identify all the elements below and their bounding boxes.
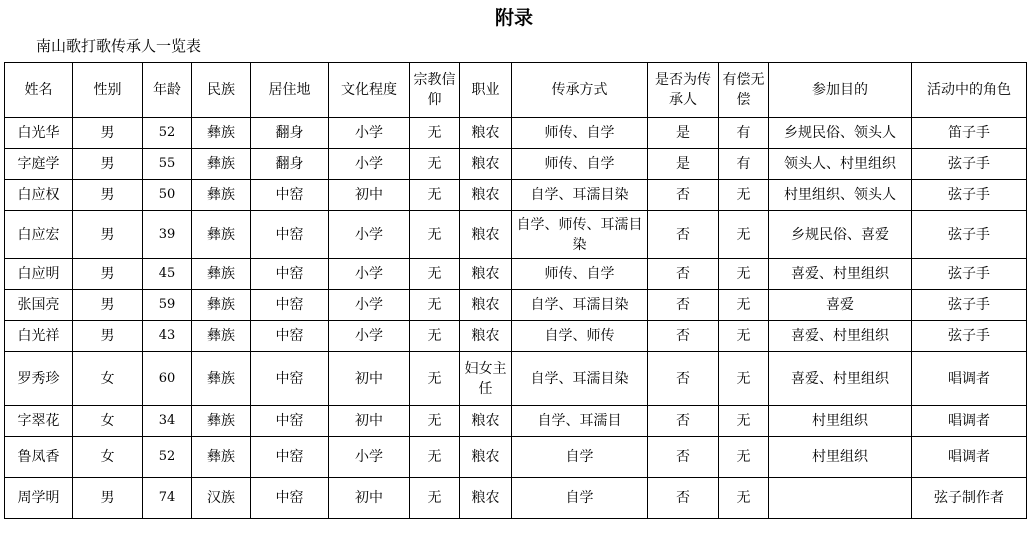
cell-is-inheritor: 否 [648,437,719,478]
cell-gender: 男 [73,118,143,149]
cell-role: 弦子手 [912,149,1027,180]
cell-role: 弦子手 [912,180,1027,211]
cell-paid: 无 [719,352,769,406]
cell-occupation: 粮农 [460,211,512,259]
cell-gender: 男 [73,259,143,290]
cell-role: 唱调者 [912,352,1027,406]
cell-age: 34 [143,406,192,437]
cell-name: 白光华 [5,118,73,149]
cell-is-inheritor: 是 [648,118,719,149]
cell-role: 唱调者 [912,406,1027,437]
cell-age: 74 [143,478,192,519]
cell-name: 白应明 [5,259,73,290]
header-age: 年龄 [143,63,192,118]
cell-residence: 中窑 [251,259,329,290]
cell-paid: 无 [719,211,769,259]
cell-religion: 无 [410,290,460,321]
table-row [5,211,1027,259]
header-purpose: 参加目的 [769,63,912,118]
cell-religion: 无 [410,321,460,352]
cell-residence: 中窑 [251,406,329,437]
cell-religion: 无 [410,352,460,406]
cell-age: 52 [143,437,192,478]
cell-occupation: 粮农 [460,478,512,519]
cell-age: 45 [143,259,192,290]
table-row [5,352,1027,406]
table-row [5,259,1027,290]
cell-religion: 无 [410,180,460,211]
cell-education: 小学 [329,290,410,321]
cell-purpose: 喜爱、村里组织 [769,352,912,406]
cell-occupation: 粮农 [460,149,512,180]
cell-name: 白应权 [5,180,73,211]
cell-is-inheritor: 否 [648,259,719,290]
inheritors-table [4,62,1027,519]
cell-age: 39 [143,211,192,259]
cell-ethnicity: 彝族 [192,149,251,180]
cell-age: 52 [143,118,192,149]
cell-education: 小学 [329,259,410,290]
cell-residence: 翻身 [251,118,329,149]
cell-paid: 有 [719,149,769,180]
cell-religion: 无 [410,478,460,519]
cell-education: 初中 [329,478,410,519]
cell-role: 弦子手 [912,211,1027,259]
header-row [5,63,1027,118]
cell-occupation: 粮农 [460,437,512,478]
cell-is-inheritor: 否 [648,180,719,211]
cell-education: 初中 [329,352,410,406]
cell-transmission-method: 自学、师传 [512,321,648,352]
cell-paid: 无 [719,321,769,352]
cell-name: 张国亮 [5,290,73,321]
cell-paid: 无 [719,478,769,519]
cell-purpose: 村里组织、领头人 [769,180,912,211]
cell-religion: 无 [410,406,460,437]
cell-name: 鲁凤香 [5,437,73,478]
table-row [5,118,1027,149]
cell-transmission-method: 自学、耳濡目染 [512,352,648,406]
table-row [5,321,1027,352]
cell-occupation: 粮农 [460,118,512,149]
cell-name: 周学明 [5,478,73,519]
header-education: 文化程度 [329,63,410,118]
cell-transmission-method: 自学、耳濡目染 [512,180,648,211]
header-is-inheritor: 是否为传承人 [648,63,719,118]
cell-is-inheritor: 否 [648,321,719,352]
cell-purpose: 喜爱、村里组织 [769,259,912,290]
header-ethnicity: 民族 [192,63,251,118]
cell-gender: 男 [73,290,143,321]
cell-occupation: 粮农 [460,180,512,211]
cell-role: 笛子手 [912,118,1027,149]
header-name: 姓名 [5,63,73,118]
cell-age: 60 [143,352,192,406]
table-row [5,180,1027,211]
header-religion: 宗教信仰 [410,63,460,118]
cell-residence: 中窑 [251,211,329,259]
cell-education: 小学 [329,118,410,149]
table-caption: 南山歌打歌传承人一览表 [36,37,202,55]
cell-purpose: 喜爱 [769,290,912,321]
cell-religion: 无 [410,211,460,259]
cell-name: 字翠花 [5,406,73,437]
cell-gender: 男 [73,149,143,180]
cell-gender: 男 [73,180,143,211]
cell-purpose: 乡规民俗、领头人 [769,118,912,149]
cell-occupation: 粮农 [460,406,512,437]
table-row [5,406,1027,437]
cell-is-inheritor: 否 [648,211,719,259]
cell-age: 55 [143,149,192,180]
cell-ethnicity: 彝族 [192,406,251,437]
cell-is-inheritor: 否 [648,290,719,321]
cell-role: 弦子手 [912,290,1027,321]
cell-gender: 男 [73,478,143,519]
cell-ethnicity: 彝族 [192,211,251,259]
cell-name: 罗秀珍 [5,352,73,406]
cell-education: 小学 [329,437,410,478]
cell-paid: 无 [719,437,769,478]
cell-religion: 无 [410,259,460,290]
cell-age: 59 [143,290,192,321]
header-residence: 居住地 [251,63,329,118]
cell-gender: 女 [73,352,143,406]
cell-paid: 无 [719,406,769,437]
cell-occupation: 粮农 [460,259,512,290]
cell-residence: 翻身 [251,149,329,180]
cell-is-inheritor: 否 [648,406,719,437]
cell-occupation: 妇女主任 [460,352,512,406]
table-row [5,290,1027,321]
cell-purpose: 村里组织 [769,437,912,478]
cell-gender: 女 [73,406,143,437]
table-body [5,118,1027,519]
cell-paid: 无 [719,290,769,321]
cell-education: 初中 [329,406,410,437]
cell-age: 50 [143,180,192,211]
cell-ethnicity: 彝族 [192,118,251,149]
cell-role: 弦子手 [912,321,1027,352]
cell-transmission-method: 自学 [512,478,648,519]
cell-transmission-method: 师传、自学 [512,259,648,290]
header-gender: 性别 [73,63,143,118]
cell-education: 初中 [329,180,410,211]
cell-education: 小学 [329,211,410,259]
table-row [5,478,1027,519]
cell-religion: 无 [410,149,460,180]
cell-ethnicity: 彝族 [192,321,251,352]
cell-residence: 中窑 [251,321,329,352]
cell-education: 小学 [329,321,410,352]
cell-role: 唱调者 [912,437,1027,478]
cell-occupation: 粮农 [460,321,512,352]
cell-transmission-method: 自学、耳濡目 [512,406,648,437]
table-row [5,149,1027,180]
cell-transmission-method: 自学 [512,437,648,478]
cell-is-inheritor: 否 [648,352,719,406]
header-paid: 有偿无偿 [719,63,769,118]
cell-role: 弦子制作者 [912,478,1027,519]
cell-is-inheritor: 否 [648,478,719,519]
cell-education: 小学 [329,149,410,180]
cell-residence: 中窑 [251,290,329,321]
cell-residence: 中窑 [251,437,329,478]
cell-gender: 男 [73,321,143,352]
cell-religion: 无 [410,437,460,478]
cell-transmission-method: 师传、自学 [512,118,648,149]
cell-gender: 女 [73,437,143,478]
cell-ethnicity: 彝族 [192,290,251,321]
appendix-title: 附录 [494,7,533,29]
cell-paid: 无 [719,180,769,211]
cell-purpose: 领头人、村里组织 [769,149,912,180]
cell-name: 白应宏 [5,211,73,259]
cell-name: 白光祥 [5,321,73,352]
header-role: 活动中的角色 [912,63,1027,118]
cell-religion: 无 [410,118,460,149]
cell-gender: 男 [73,211,143,259]
cell-purpose: 喜爱、村里组织 [769,321,912,352]
cell-is-inheritor: 是 [648,149,719,180]
cell-name: 字庭学 [5,149,73,180]
cell-residence: 中窑 [251,352,329,406]
cell-ethnicity: 彝族 [192,259,251,290]
cell-purpose [769,478,912,519]
cell-paid: 有 [719,118,769,149]
header-transmission-method: 传承方式 [512,63,648,118]
cell-ethnicity: 汉族 [192,478,251,519]
cell-residence: 中窑 [251,478,329,519]
cell-role: 弦子手 [912,259,1027,290]
cell-residence: 中窑 [251,180,329,211]
cell-purpose: 村里组织 [769,406,912,437]
table-row [5,437,1027,478]
cell-age: 43 [143,321,192,352]
cell-transmission-method: 师传、自学 [512,149,648,180]
cell-ethnicity: 彝族 [192,352,251,406]
header-occupation: 职业 [460,63,512,118]
cell-ethnicity: 彝族 [192,437,251,478]
cell-purpose: 乡规民俗、喜爱 [769,211,912,259]
cell-paid: 无 [719,259,769,290]
cell-occupation: 粮农 [460,290,512,321]
cell-transmission-method: 自学、师传、耳濡目染 [512,211,648,259]
cell-ethnicity: 彝族 [192,180,251,211]
cell-transmission-method: 自学、耳濡目染 [512,290,648,321]
